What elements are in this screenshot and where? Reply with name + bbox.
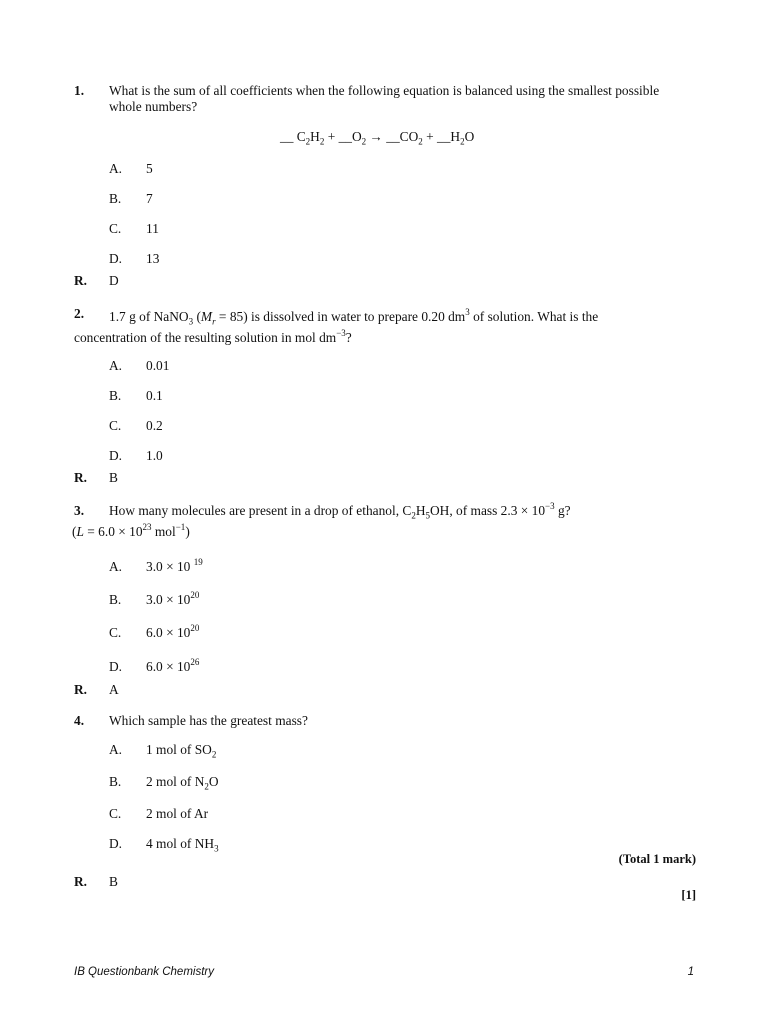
question-text: How many molecules are present in a drop of ethanol, $C_2H_5OH$, of mass $2.3 \times 10^{-3}$ g? — [109, 500, 571, 521]
question-number: 2. — [74, 306, 85, 321]
question-text: What is the sum of all coefficients when the following equation is balanced using the smallest possible whole numbers? — [109, 83, 660, 114]
question-text: Which sample has the greatest mass? — [109, 713, 308, 728]
page-number: 1 — [687, 966, 694, 978]
total-mark: (Total 1 mark) — [618, 852, 696, 866]
chemical-equation: __ $C_2H_2$ + $\_\_O_2$ → $\_\_CO_2$ + $\_\_H_2O$ — [280, 129, 475, 147]
question-number: 1. — [74, 83, 85, 98]
question-number: 4. — [74, 713, 85, 728]
question-text: 1.7 g of NaNO$_3$ $(M_r = 85)$ is dissolved in water to prepare 0.20 $dm^3$ of solution. What is the concentration of the resulting solution in mol $dm^{-3}$? — [74, 306, 599, 345]
question-number: 3. — [74, 503, 85, 518]
footer-source: IB Questionbank Chemistry — [74, 966, 214, 978]
marks: [1] — [681, 888, 696, 902]
